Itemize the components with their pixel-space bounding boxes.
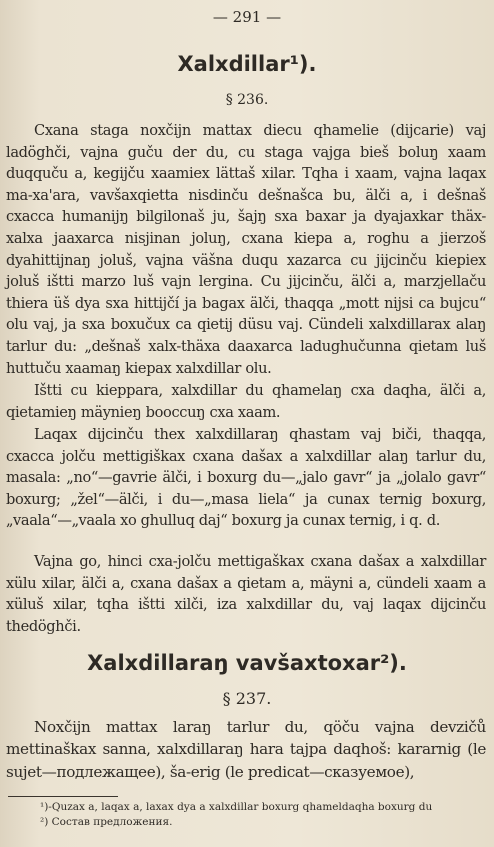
footnote: ²) Состав предложения. bbox=[40, 816, 173, 828]
footnote: ¹)-Quzax a, laqax a, laxax dya a xalxdillar boxurg qhameldaqha boxurg du bbox=[40, 801, 433, 813]
paragraph-text: Ištti cu kieppara, xalxdillar du qhamelaŋ cxa daqha, älči a, qietamieŋ mäynieŋ booccuŋ cxa xaam. bbox=[6, 382, 486, 421]
paragraph bbox=[6, 551, 486, 637]
paragraph bbox=[6, 424, 486, 532]
section-number: § 237. bbox=[222, 689, 272, 708]
section-title: Xalxdillaraŋ vavšaxtoxar²). bbox=[87, 651, 407, 675]
paragraph-text: Cxana staga noxčijn mattax diecu qhamelie (dijcarie) vaj ladöghči, vajna guču der du, cu staga vajga bieš boluŋ xaam duqquču a, kegijču xaamiex lättaš xilar. Tqha i xaam, vajna laqax ma-xa'ara, vavšaxqietta nisdinču dešnašca bu, älči a, i dešnaš cxacca humanijŋ bilgilonaš ju, šajŋ sxa baxar ja dyajaxkar thäx-xalxa jaaxarca nisjinan joluŋ, cxana kiepa a, roghu a jierzoš dyahittijnaŋ joluš, vajna väšna duqu xazarca cu jijcinču kiepiex joluš ištti marzo luš vajn lergina. Cu jijcinču, älči a, marzjellaču thiera üš dya sxa hittijčí ja bagax älči, thaqqa „mott nijsi ca bujcu“ olu vaj, ja sxa boxučux ca qietij düsu vaj. Cündeli xalxdillarax alaŋ tarlur du: „dešnaš xalx-thäxa daaxarca ladughučunna qietam luš huttuču xaamaŋ kiepax xalxdillar olu. bbox=[6, 122, 486, 377]
paragraph-text: Noxčijn mattax laraŋ tarlur du, qöču vajna devzičů mettinaškax sanna, xalxdillaraŋ hara tajpa daqhoš: kararnig (le sujet—подлежащее), ša-erig (le predicat—сказуемое), bbox=[6, 718, 486, 781]
paragraph-text: Vajna go, hinci cxa-jolču mettigaškax cxana dašax a xalxdillar xülu xilar, älči a, cxana dašax a qietam a, mäyni a, cündeli xaam a xüluš xilar, tqha ištti xilči, iza xalxdillar du, vaj laqax dijcinču thedöghči. bbox=[6, 553, 486, 635]
paragraph-text: Laqax dijcinču thex xalxdillaraŋ qhastam vaj biči, thaqqa, cxacca jolču mettigiškax cxana dašax a xalxdillar alaŋ tarlur du, masala: „no“—gavrie älči, i boxurg du—„jalo gavr“ ja „jolalo gavr“ boxurg; „žel“—älči, i du—„masa liela“ ja cunax ternig boxurg, „vaala“—„vaala xo ghulluq daj“ boxurg ja cunax ternig, i q. d. bbox=[6, 426, 486, 530]
paragraph bbox=[6, 380, 486, 423]
footnote-rule bbox=[8, 796, 118, 797]
paragraph bbox=[6, 716, 486, 783]
section-title: Xalxdillar¹). bbox=[177, 52, 317, 76]
section-number: § 236. bbox=[225, 92, 269, 108]
paragraph bbox=[6, 120, 486, 379]
page-number: — 291 — bbox=[212, 8, 282, 26]
